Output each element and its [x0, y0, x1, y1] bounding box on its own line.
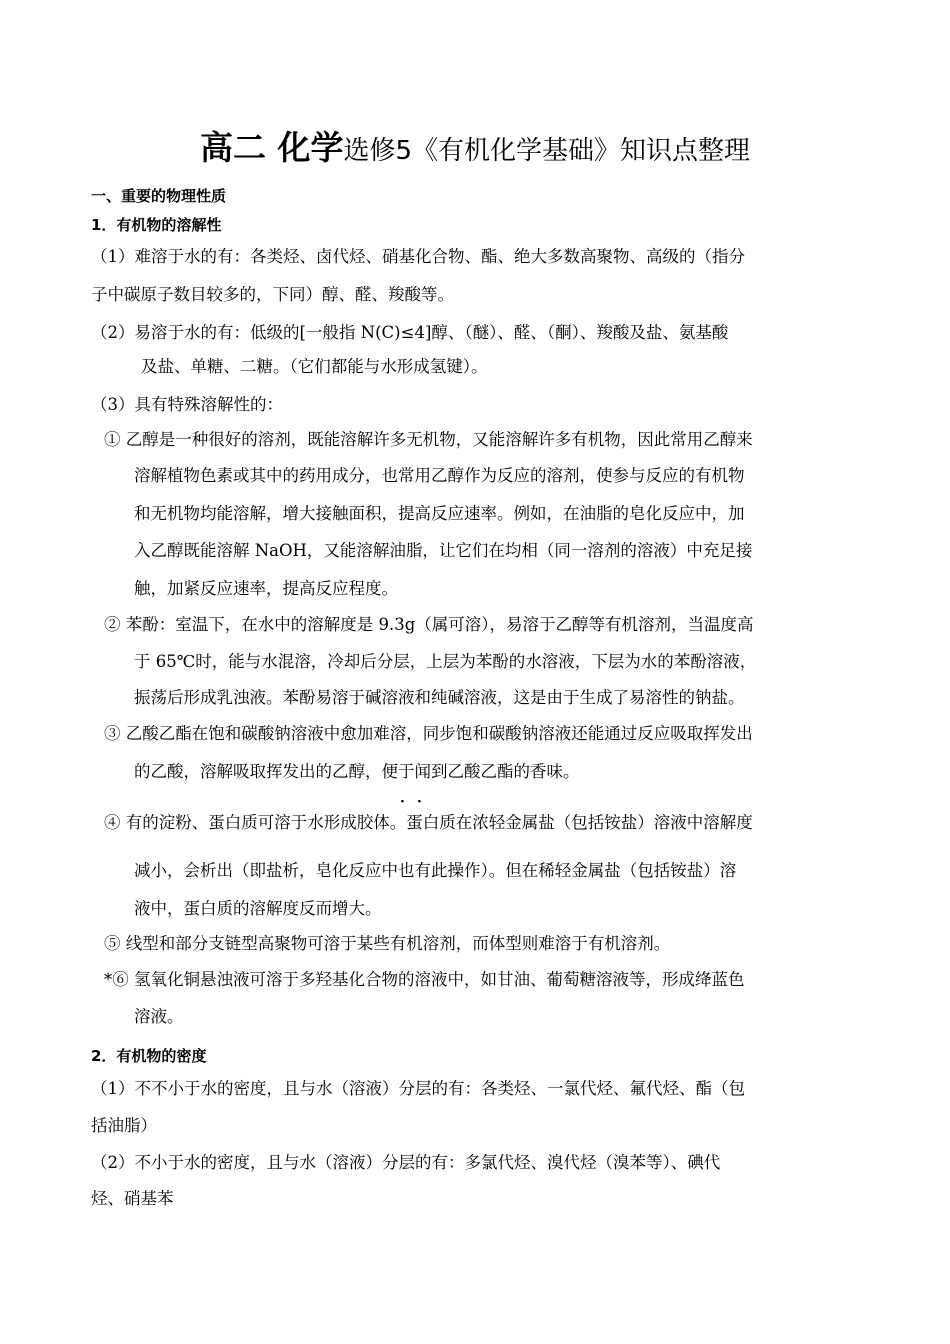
paragraph-line: 括油脂） [91, 1116, 157, 1135]
paragraph-line: （2）不小于水的密度，且与水（溶液）分层的有：多氯代烃、溴代烃（溴苯等）、碘代 [91, 1153, 721, 1172]
title-bold-part: 高二 化学 [199, 128, 344, 167]
emphasis-dots: ·· [400, 794, 434, 810]
paragraph-line: 的乙酸，溶解吸取挥发出的乙醇，便于闻到乙酸乙酯的香味。 [134, 762, 580, 781]
paragraph-line: 振荡后形成乳浊液。苯酚易溶于碱溶液和纯碱溶液，这是由于生成了易溶性的钠盐。 [134, 688, 745, 707]
paragraph-line: 触，加紧反应速率，提高反应程度。 [134, 579, 398, 598]
paragraph-line: *⑥ 氢氧化铜悬浊液可溶于多羟基化合物的溶液中，如甘油、葡萄糖溶液等，形成绛蓝色 [104, 970, 745, 989]
paragraph-line: 烃、硝基苯 [91, 1189, 174, 1208]
page-title [0, 128, 950, 174]
paragraph-line: 子中碳原子数目较多的，下同）醇、醛、羧酸等。 [91, 285, 454, 304]
paragraph-line: 溶解植物色素或其中的药用成分，也常用乙醇作为反应的溶剂，使参与反应的有机物 [134, 466, 745, 485]
paragraph-line: 溶液。 [134, 1007, 184, 1026]
paragraph-line: 和无机物均能溶解，增大接触面积，提高反应速率。例如，在油脂的皂化反应中，加 [134, 504, 745, 523]
subsection-heading-density: 2．有机物的密度 [91, 1047, 207, 1065]
title-normal-part: 选修5《有机化学基础》知识点整理 [343, 136, 751, 166]
paragraph-line: ⑤ 线型和部分支链型高聚物可溶于某些有机溶剂，而体型则难溶于有机溶剂。 [104, 934, 671, 953]
paragraph-line: ④ 有的淀粉、蛋白质可溶于水形成胶体。蛋白质在浓轻金属盐（包括铵盐）溶液中溶解度 [104, 813, 753, 832]
paragraph-line: （1）不不小于水的密度，且与水（溶液）分层的有：各类烃、一氯代烃、氟代烃、酯（包 [91, 1079, 745, 1098]
subsection-heading-solubility: 1．有机物的溶解性 [91, 216, 222, 234]
paragraph-line: 液中，蛋白质的溶解度反而增大。 [134, 899, 382, 918]
section-heading: 一、重要的物理性质 [91, 187, 227, 205]
paragraph-line: 于 65℃时，能与水混溶，冷却后分层，上层为苯酚的水溶液，下层为水的苯酚溶液， [134, 652, 757, 671]
paragraph-line: 及盐、单糖、二糖。（它们都能与水形成氢键）。 [141, 357, 488, 376]
paragraph-line: 减小，会析出（即盐析，皂化反应中也有此操作）。但在稀轻金属盐（包括铵盐）溶 [134, 861, 737, 880]
paragraph-line: （1）难溶于水的有：各类烃、卤代烃、硝基化合物、酯、绝大多数高聚物、高级的（指分 [91, 247, 745, 266]
paragraph-line: 入乙醇既能溶解 NaOH，又能溶解油脂，让它们在均相（同一溶剂的溶液）中充足接 [134, 541, 753, 560]
paragraph-line: （3）具有特殊溶解性的： [91, 395, 283, 414]
paragraph-line: （2）易溶于水的有：低级的[一般指 N(C)≤4]醇、（醚）、醛、（酮）、羧酸及盐、氨基酸 [91, 323, 729, 342]
paragraph-line: ② 苯酚：室温下，在水中的溶解度是 9.3g（属可溶），易溶于乙醇等有机溶剂，当温度高 [104, 615, 754, 634]
paragraph-line: ① 乙醇是一种很好的溶剂，既能溶解许多无机物，又能溶解许多有机物，因此常用乙醇来 [104, 430, 753, 449]
paragraph-line: ③ 乙酸乙酯在饱和碳酸钠溶液中愈加难溶，同步饱和碳酸钠溶液还能通过反应吸取挥发出 [104, 724, 753, 743]
